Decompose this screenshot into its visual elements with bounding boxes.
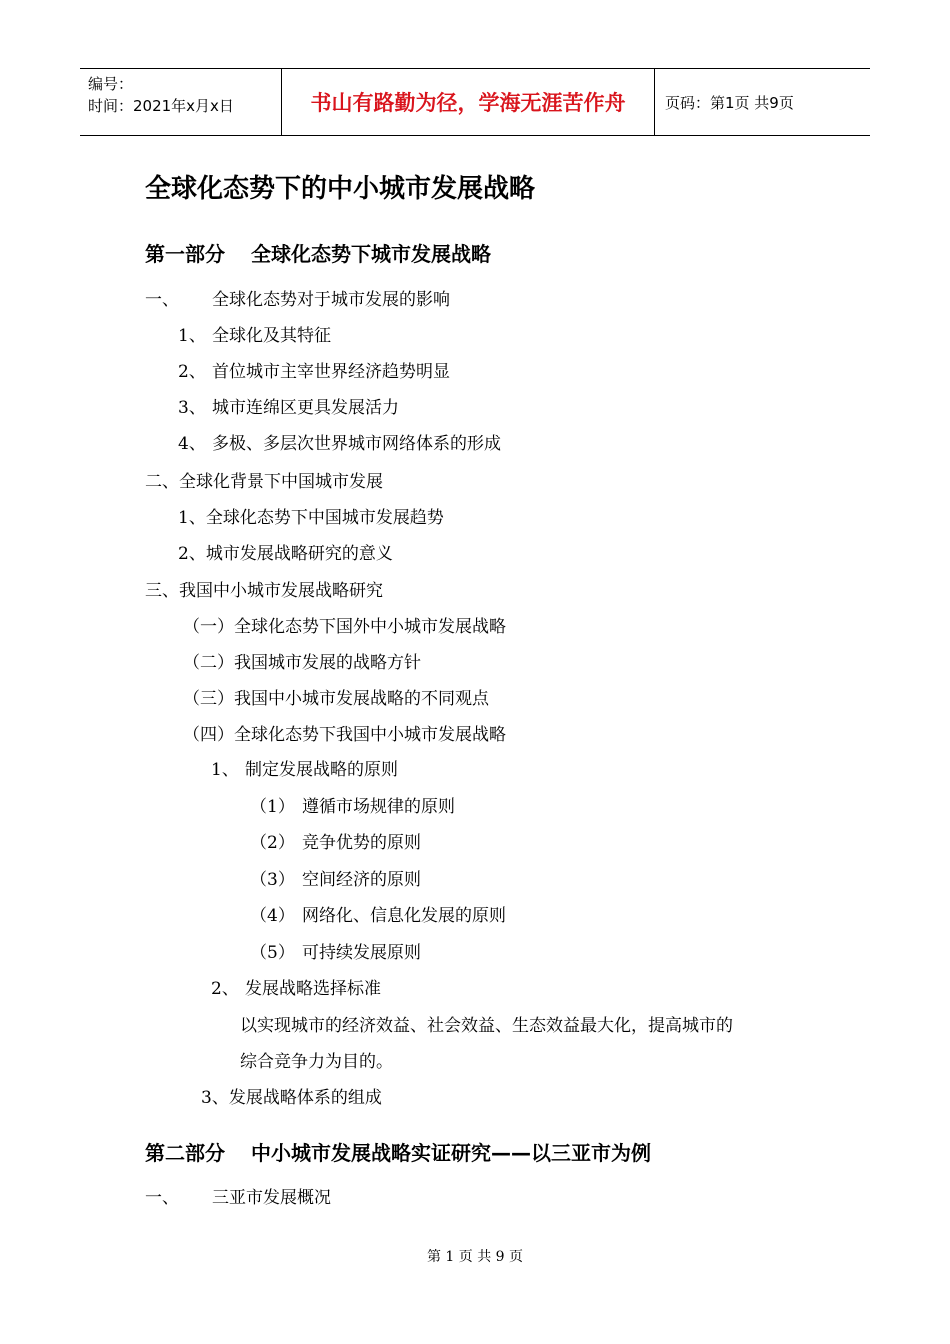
section-one-item: 1、 全球化及其特征 bbox=[178, 326, 331, 346]
document-title: 全球化态势下的中小城市发展战略 bbox=[145, 174, 536, 204]
section-two: 二、全球化背景下中国城市发展 bbox=[145, 472, 383, 492]
part-one-heading bbox=[145, 238, 491, 267]
section-three: 三、我国中小城市发展战略研究 bbox=[145, 581, 383, 601]
part-one-text: 全球化态势下城市发展战略 bbox=[251, 242, 491, 266]
section-one-item: 2、 首位城市主宰世界经济趋势明显 bbox=[178, 362, 450, 382]
section-three-item: （三）我国中小城市发展战略的不同观点 bbox=[183, 689, 489, 709]
subsection-two: 2、 发展战略选择标准 bbox=[211, 979, 381, 999]
section-two-item: 1、全球化态势下中国城市发展趋势 bbox=[178, 508, 444, 528]
header-page-info: 页码：第1页 共9页 bbox=[665, 93, 794, 112]
section-two-item: 2、城市发展战略研究的意义 bbox=[178, 544, 393, 564]
header-motto: 书山有路勤为径，学海无涯苦作舟 bbox=[282, 69, 655, 135]
section-three-item: （四）全球化态势下我国中小城市发展战略 bbox=[183, 725, 506, 745]
principle-item: （3） 空间经济的原则 bbox=[250, 870, 421, 890]
part-two-heading bbox=[145, 1137, 651, 1166]
section-one: 一、 全球化态势对于城市发展的影响 bbox=[145, 290, 450, 310]
part-two-label: 第二部分 bbox=[145, 1141, 225, 1165]
section-one-item: 4、 多极、多层次世界城市网络体系的形成 bbox=[178, 434, 501, 454]
subsection-two-paragraph-line: 综合竞争力为目的。 bbox=[240, 1052, 393, 1072]
subsection-one: 1、 制定发展战略的原则 bbox=[211, 760, 398, 780]
principle-item: （4） 网络化、信息化发展的原则 bbox=[250, 906, 506, 926]
header-meta bbox=[80, 69, 282, 135]
principle-item: （5） 可持续发展原则 bbox=[250, 943, 421, 963]
number-label: 编号： bbox=[88, 75, 134, 93]
section-three-item: （二）我国城市发展的战略方针 bbox=[183, 653, 421, 673]
section-three-item: （一）全球化态势下国外中小城市发展战略 bbox=[183, 617, 506, 637]
principle-item: （2） 竞争优势的原则 bbox=[250, 833, 421, 853]
time-label: 时间：2021年x月x日 bbox=[88, 97, 234, 115]
principle-item: （1） 遵循市场规律的原则 bbox=[250, 797, 455, 817]
page-footer: 第 1 页 共 9 页 bbox=[426, 1249, 524, 1265]
part-one-label: 第一部分 bbox=[145, 242, 225, 266]
part-two-text: 中小城市发展战略实证研究——以三亚市为例 bbox=[251, 1141, 651, 1165]
subsection-two-paragraph-line: 以实现城市的经济效益、社会效益、生态效益最大化，提高城市的 bbox=[240, 1016, 733, 1036]
page-header bbox=[80, 68, 870, 136]
section-one-item: 3、 城市连绵区更具发展活力 bbox=[178, 398, 399, 418]
part-two-section-one: 一、 三亚市发展概况 bbox=[145, 1188, 331, 1208]
subsection-three: 3、发展战略体系的组成 bbox=[201, 1088, 382, 1108]
